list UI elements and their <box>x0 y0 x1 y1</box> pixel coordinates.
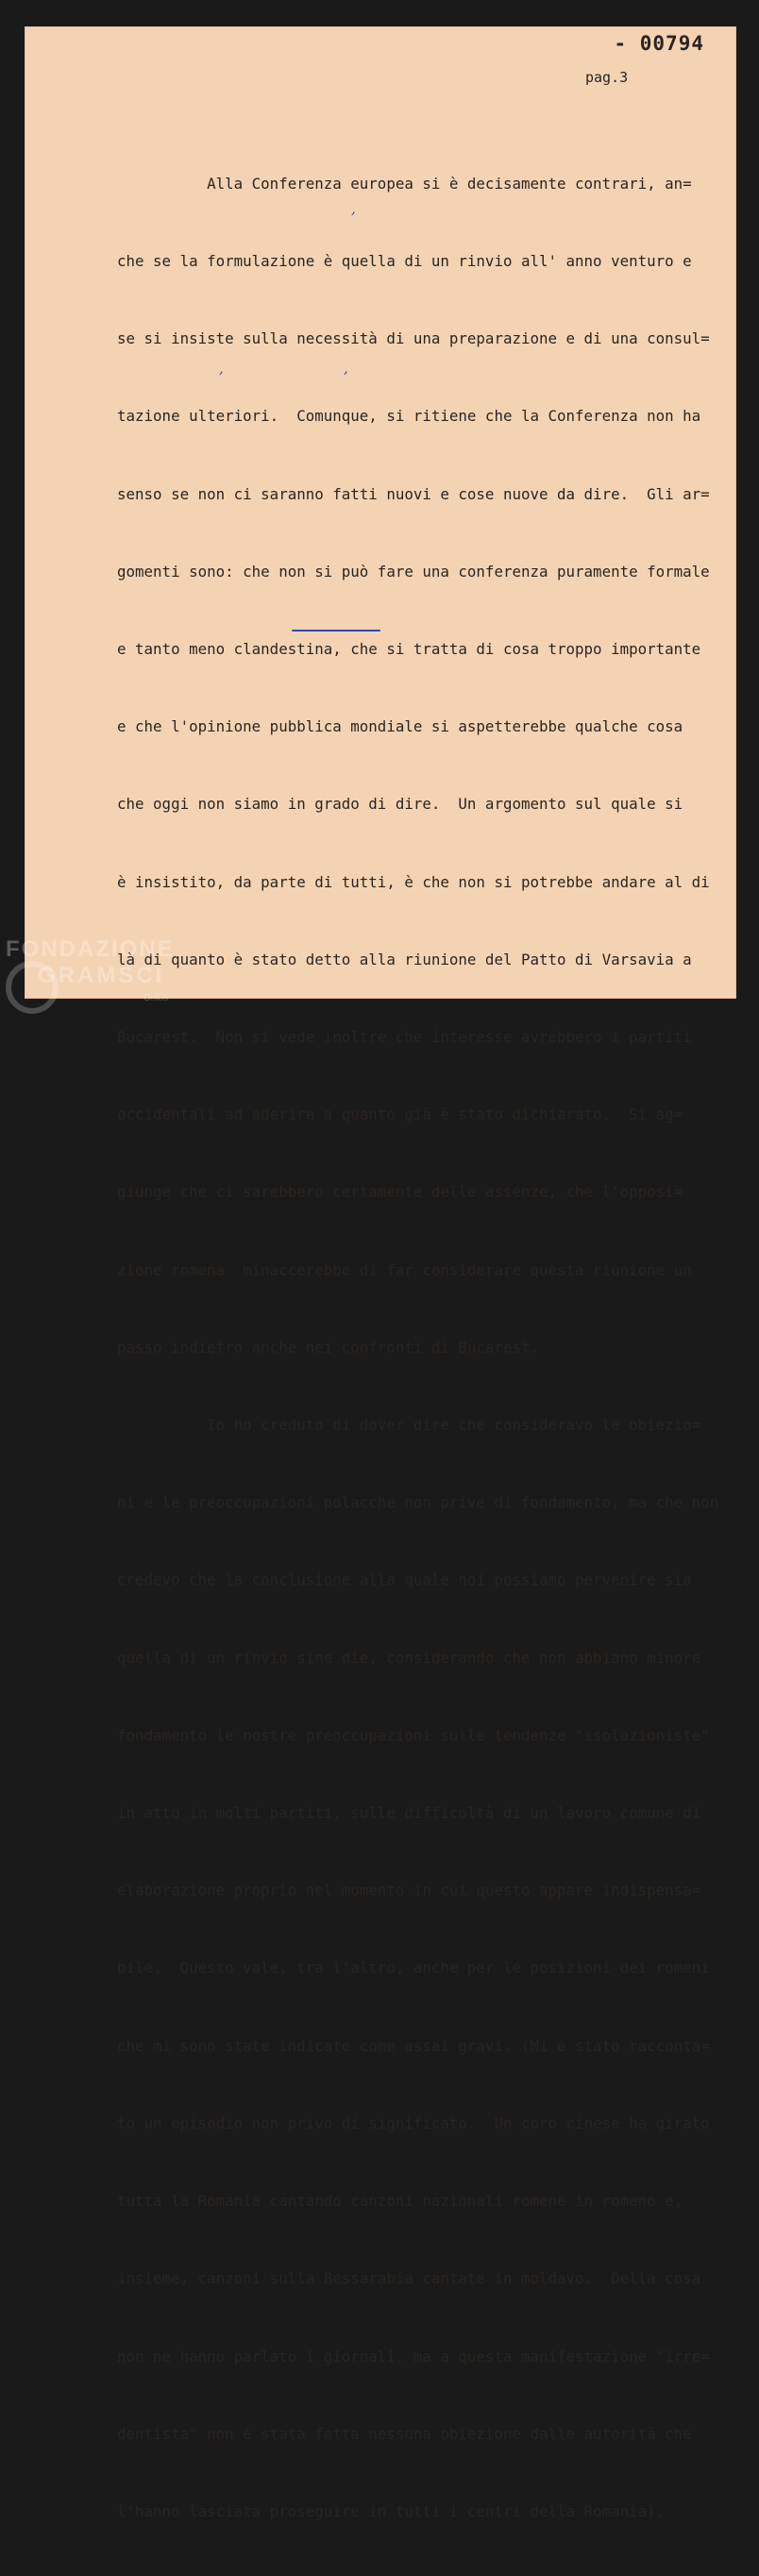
text-line: tazione ulteriori. Comunque, si ritiene che la Conferenza non ha <box>117 407 701 426</box>
text-line: là di quanto è stato detto alla riunione del Patto di Varsavia a <box>117 950 692 968</box>
text-line: che mi sono state indicate come assai gravi. (Mi è stato racconta= <box>117 2036 710 2055</box>
text-line: se si insiste sulla necessità di una preparazione e di una consul= <box>117 329 710 348</box>
text-line: che oggi non siamo in grado di dire. Un argomento sul quale si <box>117 795 683 814</box>
watermark-line1: FONDAZIONE <box>6 936 175 962</box>
body-text <box>117 119 731 2576</box>
text-line: che se la formulazione è quella di un rinvio all' anno venturo e <box>117 252 692 271</box>
ink-comma-mark: , <box>351 200 356 217</box>
text-line: Io ho creduto di dover dire che consideravo le obiezio= <box>117 1416 701 1435</box>
ink-comma-mark: , <box>344 360 348 377</box>
text-line: bile. Questo vale, tra l'altro, anche per le posizioni dei romeni <box>117 1959 710 1978</box>
ink-comma-mark: , <box>219 360 224 377</box>
text-line: in atto in molti partiti, sulle difficoltà di un lavoro comune di <box>117 1804 701 1823</box>
page-label: pag.3 <box>585 69 629 86</box>
text-line: insieme, canzoni sulla Bessarabia cantate in moldavo. Della cosa <box>117 2269 701 2288</box>
text-line: dentista" non è stata fatta nessuna obiezione dalle autorità che <box>117 2424 692 2443</box>
text-line: l'hanno lasciata proseguire in tutti i centri della Romania). <box>117 2501 666 2520</box>
text-line: senso se non ci saranno fatti nuovi e cose nuove da dire. Gli ar= <box>117 484 710 503</box>
ink-underline <box>292 630 380 631</box>
document-page <box>25 26 736 2520</box>
text-line: zione romena minaccerebbe di far considerare questa riunione un <box>117 1260 692 1279</box>
document-number: - 00794 <box>614 32 704 55</box>
text-line: fondamento le nostre preoccupazioni sulle tendenze "isolazioniste" <box>117 1726 710 1744</box>
text-line: quella di un rinvio sine die, considerando che non abbiano minore <box>117 1648 701 1667</box>
text-line: elaborazione proprio nel momento in cui questo appare indispensa= <box>117 1881 701 1900</box>
text-line: passo indietro anche nei confronti di Bucarest. <box>117 1338 539 1356</box>
watermark-suffix: Onlus <box>143 993 169 1003</box>
text-line: Bucarest. Non si vede inoltre che interesse avrebbero i partiti <box>117 1028 692 1047</box>
text-line: non ne hanno parlato i giornali, ma a questa manifestazione "irre= <box>117 2347 710 2366</box>
text-line: credevo che la conclusione alla quale noi possiamo pervenire sia <box>117 1571 692 1590</box>
text-line: e che l'opinione pubblica mondiale si aspetterebbe qualche cosa <box>117 717 683 736</box>
text-line: to un episodio non privo di significato. Un coro cinese ha girato <box>117 2113 710 2132</box>
text-line: ni e le preoccupazioni polacche non prive di fondamento, ma che non <box>117 1493 719 1512</box>
watermark <box>6 936 175 989</box>
text-line: e tanto meno clandestina, che si tratta di cosa troppo importante <box>117 640 701 659</box>
text-line: è insistito, da parte di tutti, è che non si potrebbe andare al di <box>117 872 710 891</box>
text-line: tutta la Romania cantando canzoni nazionali romene in romeno e, <box>117 2192 683 2211</box>
text-line: giunge che ci sarebbero certamente delle assenze, che l'opposi= <box>117 1183 683 1202</box>
watermark-line2: GRAMSCI <box>38 963 165 988</box>
text-line: Alla Conferenza europea si è decisamente contrari, an= <box>117 174 692 193</box>
text-line: occidentali ad aderire a quanto già è stato dichiarato. Si ag= <box>117 1105 683 1124</box>
text-line: gomenti sono: che non si può fare una conferenza puramente formale <box>117 562 710 581</box>
